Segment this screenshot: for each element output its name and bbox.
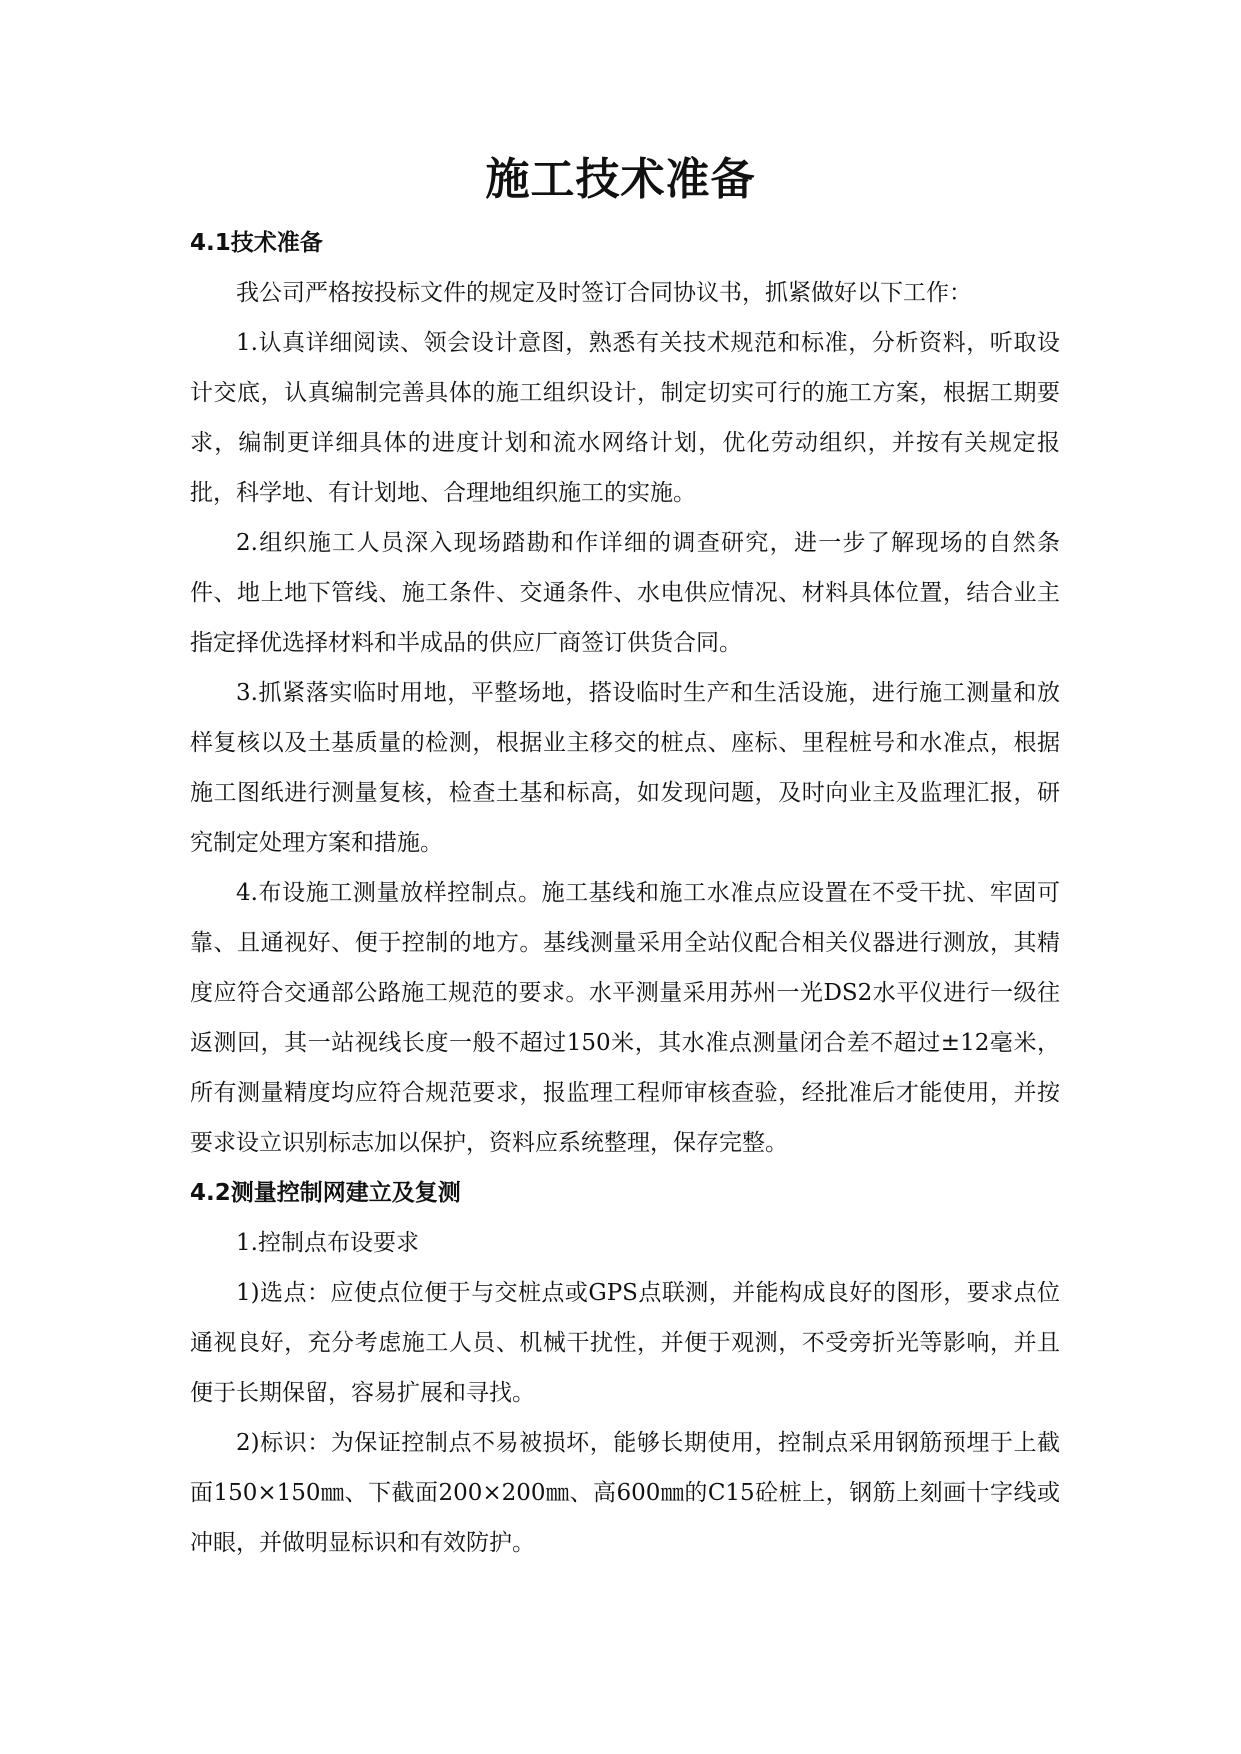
paragraph-site-selection: 1)选点：应使点位便于与交桩点或GPS点联测，并能构成良好的图形，要求点位通视良好，充分考虑施工人员、机械干扰性，并便于观测，不受旁折光等影响，并且便于长期保留，容易扩展和寻找。 (190, 1280, 1060, 1406)
paragraph-control-point-requirements: 1.控制点布设要求 (236, 1230, 419, 1256)
paragraph-marking: 2)标识：为保证控制点不易被损坏，能够长期使用，控制点采用钢筋预埋于上截面150×150㎜、下截面200×200㎜、高600㎜的C15砼桩上，钢筋上刻画十字线或冲眼，并做明显标识和有效防护。 (190, 1430, 1060, 1556)
paragraph-item-1: 1.认真详细阅读、领会设计意图，熟悉有关技术规范和标准，分析资料，听取设计交底，认真编制完善具体的施工组织设计，制定切实可行的施工方案，根据工期要求，编制更详细具体的进度计划和流水网络计划，优化劳动组织，并按有关规定报批，科学地、有计划地、合理地组织施工的实施。 (190, 330, 1060, 506)
section-heading-4-1: 4.1技术准备 (190, 230, 323, 256)
paragraph-intro: 我公司严格按投标文件的规定及时签订合同协议书，抓紧做好以下工作： (236, 280, 972, 306)
page-title: 施工技术准备 (485, 154, 756, 205)
paragraph-item-2: 2.组织施工人员深入现场踏勘和作详细的调查研究，进一步了解现场的自然条件、地上地下管线、施工条件、交通条件、水电供应情况、材料具体位置，结合业主指定择优选择材料和半成品的供应厂商签订供货合同。 (190, 530, 1060, 656)
paragraph-item-3: 3.抓紧落实临时用地，平整场地，搭设临时生产和生活设施，进行施工测量和放样复核以及土基质量的检测，根据业主移交的桩点、座标、里程桩号和水准点，根据施工图纸进行测量复核，检查土基和标高，如发现问题，及时向业主及监理汇报，研究制定处理方案和措施。 (190, 680, 1060, 856)
document-body (190, 218, 1060, 1568)
paragraph-item-4: 4.布设施工测量放样控制点。施工基线和施工水准点应设置在不受干扰、牢固可靠、且通视好、便于控制的地方。基线测量采用全站仪配合相关仪器进行测放，其精度应符合交通部公路施工规范的要求。水平测量采用苏州一光DS2水平仪进行一级往返测回，其一站视线长度一般不超过150米，其水准点测量闭合差不超过±12毫米，所有测量精度均应符合规范要求，报监理工程师审核查验，经批准后才能使用，并按要求设立识别标志加以保护，资料应系统整理，保存完整。 (190, 880, 1060, 1156)
section-heading-4-2: 4.2测量控制网建立及复测 (190, 1180, 461, 1206)
